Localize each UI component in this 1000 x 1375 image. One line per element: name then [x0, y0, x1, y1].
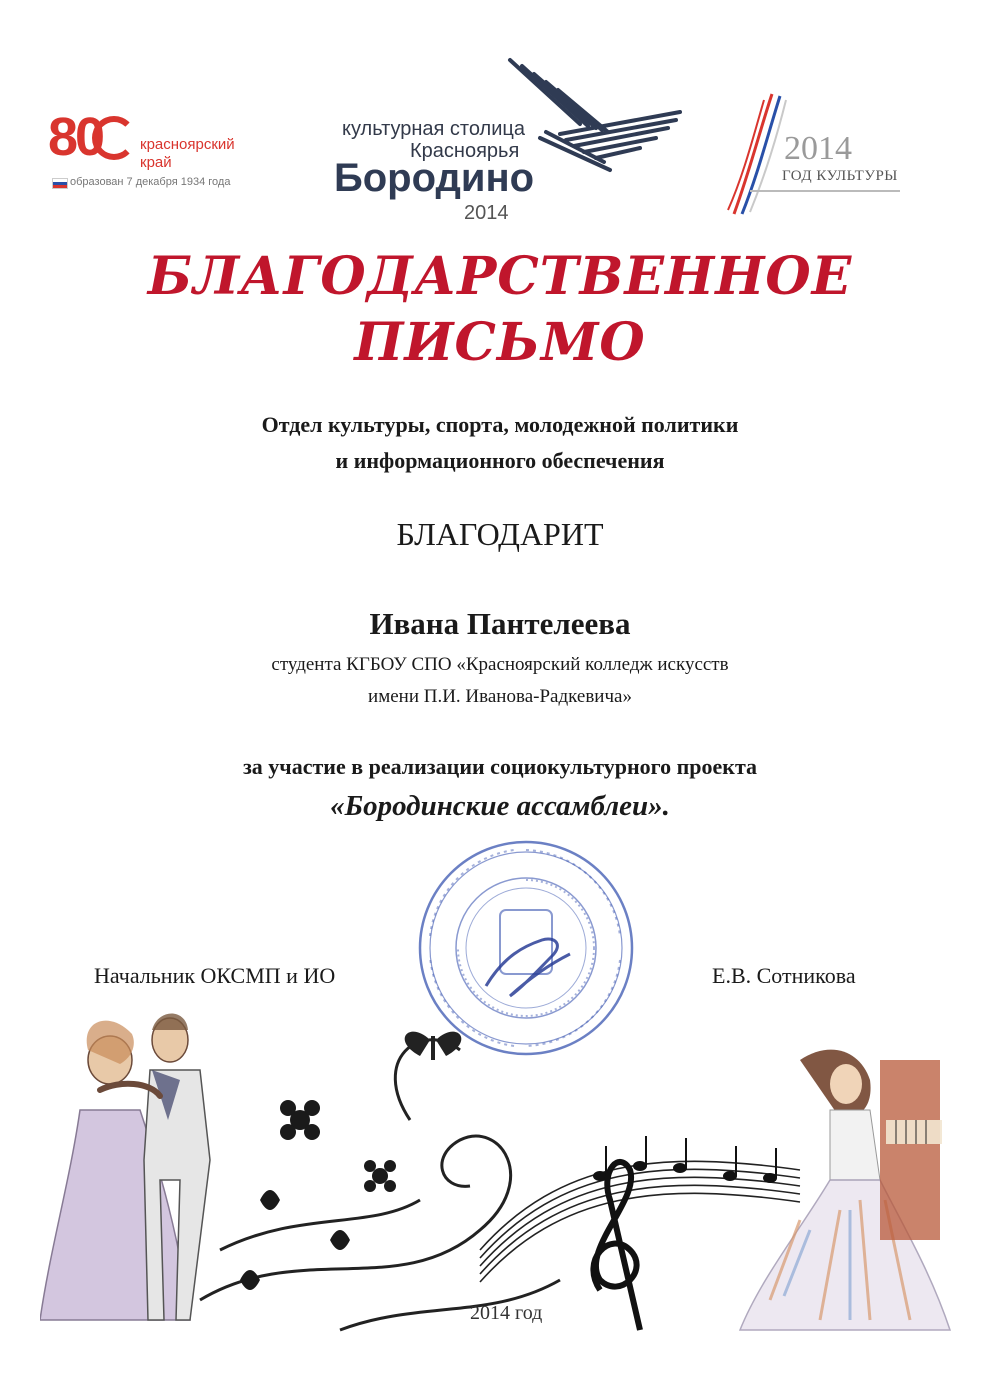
butterfly-icon [405, 1032, 462, 1060]
project-name: «Бородинские ассамблеи». [330, 790, 670, 822]
student-line2: имени П.И. Иванова-Радкевича» [368, 686, 632, 707]
title-line1: БЛАГОДАРСТВЕННОЕ [147, 246, 853, 307]
footer-year: 2014 год [470, 1302, 543, 1324]
borodino-logo [330, 52, 690, 232]
year-of-culture-divider [750, 190, 900, 192]
borodino-logo-line2: Красноярья [410, 140, 520, 162]
year-of-culture-logo [720, 90, 920, 220]
year-of-culture-year: 2014 [784, 130, 852, 167]
thanks-heading: БЛАГОДАРИТ [396, 516, 604, 552]
borodino-logo-name: Бородино [334, 156, 535, 200]
department-line1: Отдел культуры, спорта, молодежной политики [261, 412, 739, 437]
reason-text: за участие в реализации социокультурного проекта [242, 754, 758, 779]
treble-clef-icon [593, 1162, 640, 1330]
department-line2: и информационного обеспечения [335, 448, 665, 473]
title-line2: ПИСЬМО [354, 312, 646, 373]
decorative-illustration [40, 1000, 960, 1340]
year-of-culture-label: ГОД КУЛЬТУРЫ [782, 168, 898, 184]
logo-80-ring-icon [92, 116, 136, 160]
logo-80-number: 80 [48, 107, 103, 167]
dancing-couple-illustration [40, 1014, 210, 1321]
borodino-logo-year: 2014 [464, 202, 509, 224]
signer-name: Е.В. Сотникова [712, 963, 856, 988]
logo-80-line1: красноярский [140, 136, 235, 153]
logo-80-subtitle: образован 7 декабря 1934 года [70, 176, 231, 188]
tricolor-ribbon-icon [720, 90, 790, 220]
student-line1: студента КГБОУ СПО «Красноярский колледж искусств [271, 654, 729, 675]
logo-80-line2: край [140, 154, 172, 171]
signer-position: Начальник ОКСМП и ИО [94, 963, 336, 988]
borodino-logo-line1: культурная столица [342, 118, 525, 140]
russian-flag-icon [52, 178, 68, 189]
krasnoyarsk-80-logo [48, 107, 248, 192]
recipient-name: Ивана Пантелеева [369, 606, 631, 641]
